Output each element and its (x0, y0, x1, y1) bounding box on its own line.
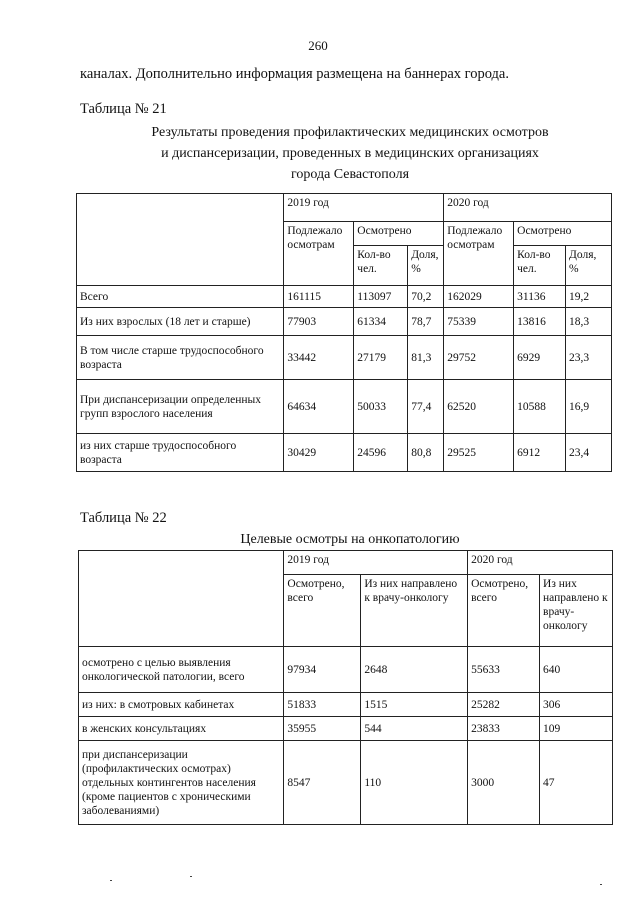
cell: 51833 (284, 693, 361, 717)
table22 (78, 550, 613, 825)
table21 (76, 193, 612, 472)
cell: 640 (540, 647, 613, 693)
cell: 47 (540, 741, 613, 825)
cell: 70,2 (408, 286, 444, 308)
table21-col-planned: Подлежало осмотрам (284, 222, 354, 286)
table-row (79, 647, 613, 693)
scan-speck (600, 884, 602, 885)
table-row (79, 741, 613, 825)
cell: 1515 (361, 693, 468, 717)
table21-col-planned: Подлежало осмотрам (444, 222, 514, 286)
cell: 23,4 (566, 434, 612, 472)
table21-col-share: Доля, % (566, 246, 612, 286)
cell: 544 (361, 717, 468, 741)
cell: 25282 (468, 693, 540, 717)
cell: 10588 (514, 380, 566, 434)
table21-col-count: Кол-во чел. (514, 246, 566, 286)
table-row (77, 336, 612, 380)
table-row (79, 717, 613, 741)
row-label: При диспансеризации определенных групп взрослого населения (77, 380, 284, 434)
table22-col-examined: Осмотрено, всего (468, 575, 540, 647)
cell: 55633 (468, 647, 540, 693)
cell: 8547 (284, 741, 361, 825)
cell: 62520 (444, 380, 514, 434)
cell: 97934 (284, 647, 361, 693)
row-label: осмотрено с целью выявления онкологической патологии, всего (79, 647, 284, 693)
cell: 113097 (354, 286, 408, 308)
row-label: В том числе старше трудоспособного возраста (77, 336, 284, 380)
table22-col-referred: Из них направлено к врачу-онкологу (540, 575, 613, 647)
table21-col-share: Доля, % (408, 246, 444, 286)
table21-heading-line: Результаты проведения профилактических медицинских осмотров (151, 125, 549, 140)
cell: 27179 (354, 336, 408, 380)
cell: 77,4 (408, 380, 444, 434)
row-label: при диспансеризации (профилактических осмотрах) отдельных контингентов населения (кроме пациентов с хроническими заболеваниями) (79, 741, 284, 825)
cell: 31136 (514, 286, 566, 308)
table22-heading: Целевые осмотры на онкопатологию (240, 532, 460, 547)
cell: 23,3 (566, 336, 612, 380)
table-row (77, 286, 612, 308)
page-number: 260 (308, 38, 328, 53)
table22-year-2020: 2020 год (468, 551, 613, 575)
table21-caption: Таблица № 21 (80, 101, 167, 117)
cell: 77903 (284, 308, 354, 336)
table22-year-2019: 2019 год (284, 551, 468, 575)
table-row (77, 380, 612, 434)
table21-col-examined: Осмотрено (354, 222, 444, 246)
table-row (77, 308, 612, 336)
table22-corner-cell (79, 551, 284, 647)
cell: 75339 (444, 308, 514, 336)
cell: 29525 (444, 434, 514, 472)
table-row (79, 693, 613, 717)
cell: 2648 (361, 647, 468, 693)
scan-speck (190, 876, 192, 877)
cell: 16,9 (566, 380, 612, 434)
table21-year-2020: 2020 год (444, 194, 612, 222)
row-label: в женских консультациях (79, 717, 284, 741)
table21-heading-line: города Севастополя (290, 167, 410, 182)
cell: 6929 (514, 336, 566, 380)
cell: 162029 (444, 286, 514, 308)
cell: 161115 (284, 286, 354, 308)
table22-col-examined: Осмотрено, всего (284, 575, 361, 647)
row-label: из них: в смотровых кабинетах (79, 693, 284, 717)
table21-col-examined: Осмотрено (514, 222, 612, 246)
cell: 24596 (354, 434, 408, 472)
cell: 306 (540, 693, 613, 717)
cell: 3000 (468, 741, 540, 825)
table21-year-2019: 2019 год (284, 194, 444, 222)
table22-caption: Таблица № 22 (80, 510, 167, 526)
table22-col-referred: Из них направлено к врачу-онкологу (361, 575, 468, 647)
table-row (77, 434, 612, 472)
cell: 109 (540, 717, 613, 741)
cell: 30429 (284, 434, 354, 472)
table21-col-count: Кол-во чел. (354, 246, 408, 286)
row-label: из них старше трудоспособного возраста (77, 434, 284, 472)
cell: 19,2 (566, 286, 612, 308)
row-label: Из них взрослых (18 лет и старше) (77, 308, 284, 336)
cell: 13816 (514, 308, 566, 336)
intro-text: каналах. Дополнительно информация размещена на баннерах города. (80, 66, 509, 82)
cell: 80,8 (408, 434, 444, 472)
cell: 33442 (284, 336, 354, 380)
cell: 29752 (444, 336, 514, 380)
cell: 110 (361, 741, 468, 825)
cell: 18,3 (566, 308, 612, 336)
table21-corner-cell (77, 194, 284, 286)
scan-speck (110, 880, 112, 881)
cell: 23833 (468, 717, 540, 741)
cell: 61334 (354, 308, 408, 336)
cell: 50033 (354, 380, 408, 434)
table21-heading-line: и диспансеризации, проведенных в медицинских организациях (161, 146, 539, 161)
cell: 35955 (284, 717, 361, 741)
row-label: Всего (77, 286, 284, 308)
cell: 64634 (284, 380, 354, 434)
cell: 78,7 (408, 308, 444, 336)
cell: 81,3 (408, 336, 444, 380)
cell: 6912 (514, 434, 566, 472)
table21-heading (80, 122, 620, 185)
